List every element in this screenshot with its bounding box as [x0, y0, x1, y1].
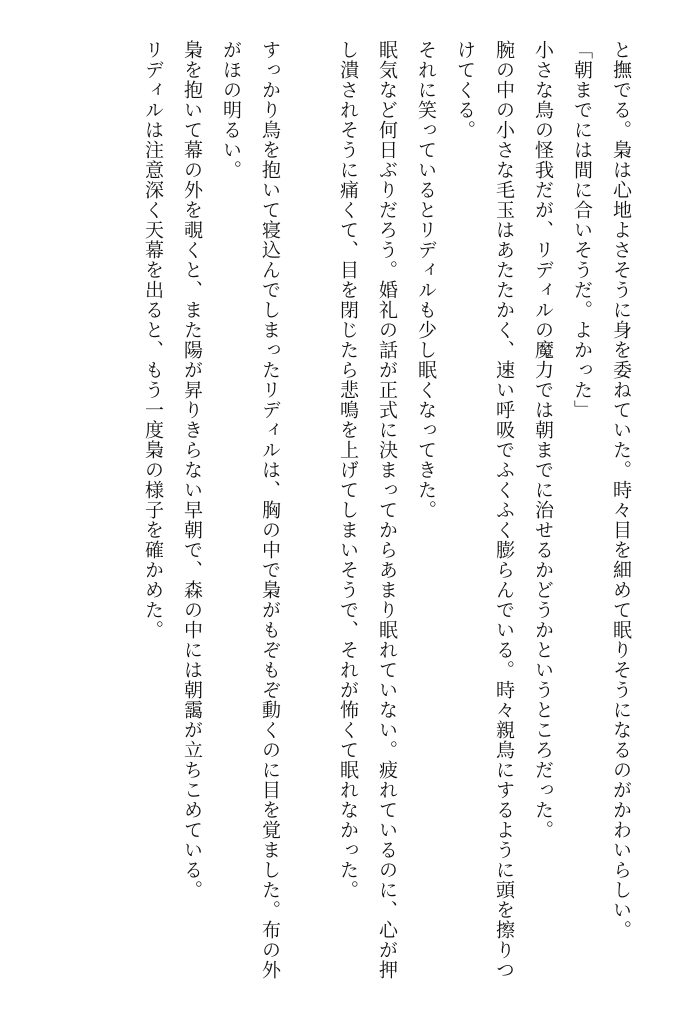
paragraph-2: 「朝までには間に合いそうだ。よかった」 [571, 40, 593, 420]
paragraph-1: と撫でる。梟は心地よさそうに身を委ねていた。時々目を細めて眠りそうになるのがかわいらしい。 [610, 40, 632, 940]
paragraph-9: リディルは注意深く天幕を出ると、もう一度梟の様子を確かめた。 [142, 40, 164, 640]
paragraph-7: すっかり鳥を抱いて寝込んでしまったリディルは、胸の中で梟がもぞもぞ動くのに目を覚ました。布の外がほの明るい。 [220, 40, 281, 980]
paragraph-6: 眠気など何日ぶりだろう。婚礼の話が正式に決まってからあまり眠れていない。疲れているのに、心が押し潰されそうに痛くて、目を閉じたら悲鳴を上げてしまいそうで、それが怖くて眠れなかった。 [337, 40, 398, 980]
paragraph-4: 腕の中の小さな毛玉はあたたかく、速い呼吸でふくふく膨らんでいる。時々親鳥にするように頭を擦りつけてくる。 [454, 40, 515, 980]
scene-break-gap [289, 40, 328, 41]
vertical-text-body [133, 40, 640, 980]
paragraph-5: それに笑っているとリディルも少し眠くなってきた。 [415, 40, 437, 520]
paragraph-8: 梟を抱いて幕の外を覗くと、また陽が昇りきらない早朝で、森の中には朝靄が立ちこめている。 [181, 40, 203, 900]
paragraph-3: 小さな鳥の怪我だが、リディルの魔力では朝までに治せるかどうかというところだった。 [532, 40, 554, 840]
